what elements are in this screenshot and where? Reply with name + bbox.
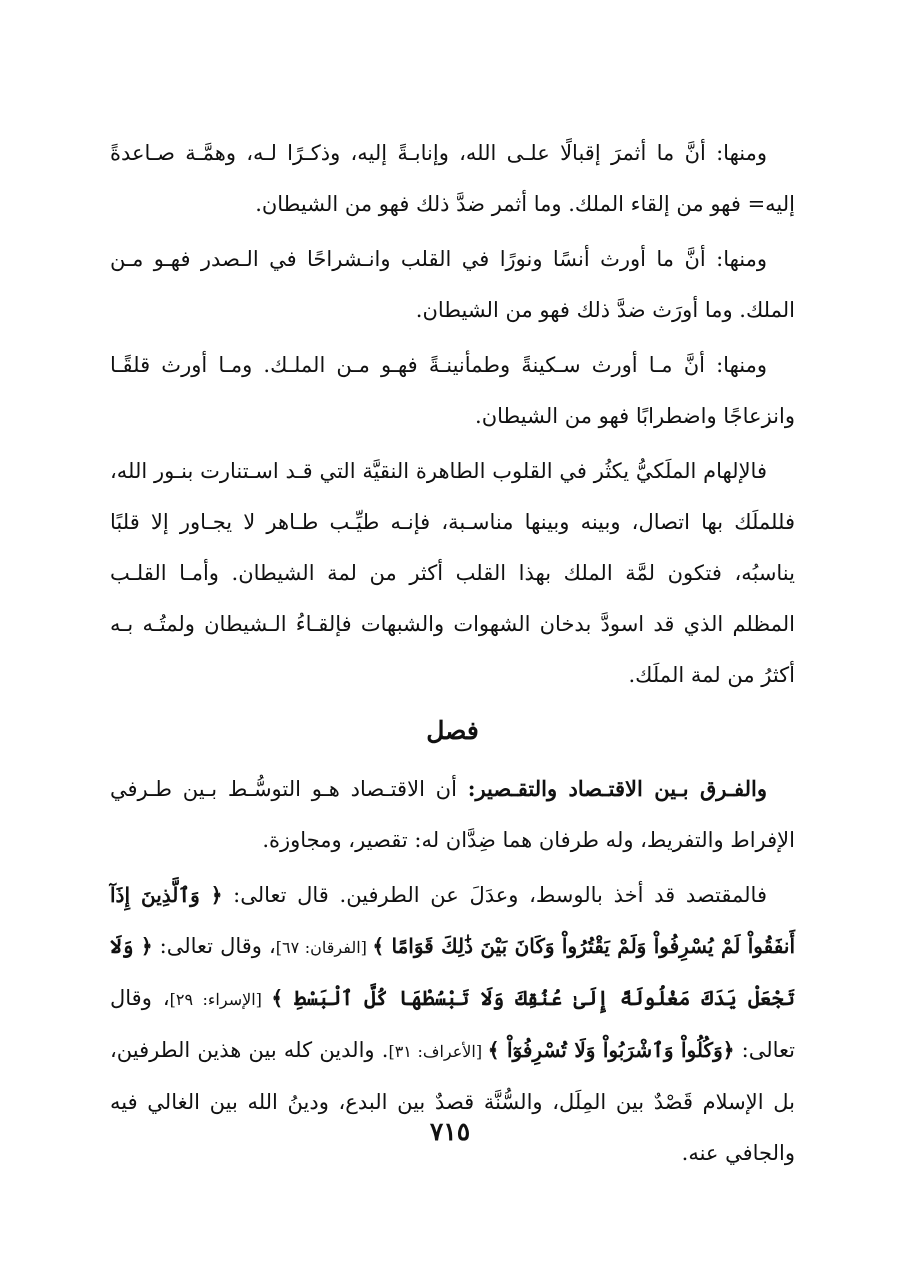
paragraph-6-mid-1: ، وقال تعالى:	[152, 934, 276, 958]
paragraph-5-lead: والفـرق بـين الاقتـصاد والتقـصير:	[467, 776, 767, 801]
page-number: ٧١٥	[429, 1117, 471, 1146]
paragraph-4: فالإلهام الملَكيُّ يكثُر في القلوب الطاهرة النقيَّة التي قـد اسـتنارت بنـور الله، فللملَك بها اتصال، وبينه وبينها مناسـبة، فإنـه طيِّـب طـاهر لا يجـاور إلا قلبًا يناسبُه، فتكون لمَّة الملك بهذا القلب أكثر من لمة الشيطان. وأمـا القلـب المظلم الذي قد اسودَّ بدخان الشهوات والشبهات فإلقـاءُ الـشيطان ولمتُـه بـه أكثرُ من لمة الملَك.	[110, 459, 795, 687]
paragraph-2: ومنها: أنَّ ما أورث أنسًا ونورًا في القلب وانـشراحًا في الـصدر فهـو مـن الملك. وما أورَث ضدَّ ذلك فهو من الشيطان.	[110, 247, 795, 322]
verse-reference-3: [الأعراف: ٣١]	[388, 1042, 488, 1061]
quran-verse-2: ﴿ وَلَا تَجْعَلْ يَدَكَ مَغْلُولَةً إِلَىٰ عُنُقِكَ وَلَا تَبْسُطْهَا كُلَّ ٱلْبَسْطِ ﴾	[110, 934, 796, 1010]
paragraph-6-end: . والدين كله بين هذين الطرفين، بل الإسلام قَصْدٌ بين المِلَل، والسُّنَّة قصدٌ بين البدع، ودينُ الله بين الغالي فيه والجافي عنه.	[110, 1038, 795, 1165]
paragraph-6-mid-2: ، وقال تعالى:	[110, 986, 796, 1062]
paragraph-5	[110, 763, 795, 866]
paragraph-3: ومنها: أنَّ مـا أورث سـكينةً وطمأنينـةً فهـو مـن الملـك. ومـا أورث قلقًـا وانزعاجًا واضطرابًا فهو من الشيطان.	[110, 353, 795, 428]
paragraph-6-intro: فالمقتصد قد أخذ بالوسط، وعدَلَ عن الطرفين. قال تعالى:	[222, 883, 767, 907]
paragraph-1: ومنها: أنَّ ما أثمرَ إقبالًا علـى الله، وإنابـةً إليه، وذكـرًا لـه، وهمَّـة صـاعدةً إليه= فهو من إلقاء الملك. وما أثمر ضدَّ ذلك فهو من الشيطان.	[110, 141, 795, 216]
quran-verse-3: ﴿وَكُلُواْ وَٱشْرَبُواْ وَلَا تُسْرِفُوٓاْ ﴾	[487, 1038, 735, 1062]
quran-verse-1: ﴿ وَٱلَّذِينَ إِذَآ أَنفَقُواْ لَمْ يُسْرِفُواْ وَلَمْ يَقْتُرُواْ وَكَانَ بَيْنَ ذَٰلِكَ قَوَامًا ﴾	[110, 883, 795, 958]
verse-reference-2: [الإسراء: ٢٩]	[169, 990, 272, 1009]
page-body	[110, 128, 795, 1183]
section-heading: فصل	[426, 716, 479, 745]
verse-reference-1: [الفرقان: ٦٧]	[275, 938, 373, 957]
paragraph-5-rest: أن الاقتـصاد هـو التوسُّـط بـين طـرفي الإفراط والتفريط، وله طرفان هما ضِدَّان له: تقصير، ومجاوزة.	[110, 777, 795, 852]
